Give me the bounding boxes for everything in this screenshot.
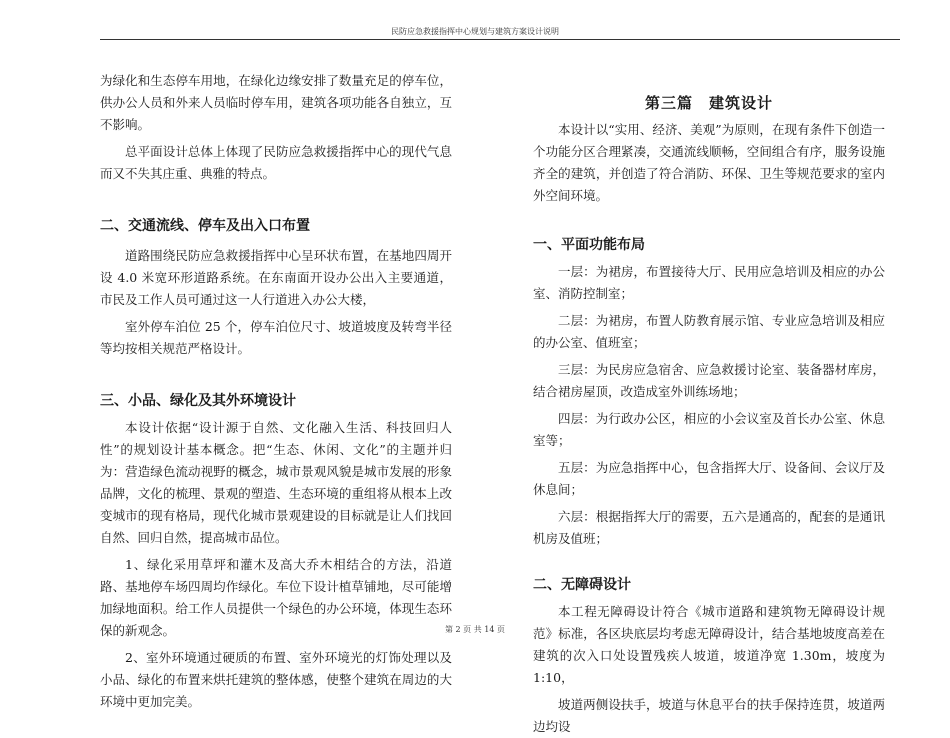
section-heading-layout: 一、平面功能布局 bbox=[533, 237, 645, 253]
left-column bbox=[100, 70, 452, 713]
right-column bbox=[533, 70, 885, 738]
floor-2-paragraph: 二层：为裙房，布置人防教育展示馆、专业应急培训及相应的办公室、值班室； bbox=[533, 313, 885, 350]
floor-6-paragraph: 六层：根据指挥大厅的需要，五六是通高的，配套的是通讯机房及值班； bbox=[533, 509, 885, 546]
section-heading-landscape: 三、小品、绿化及其外环境设计 bbox=[100, 393, 296, 409]
section-heading-traffic: 二、交通流线、停车及出入口布置 bbox=[100, 218, 310, 234]
page-number: 第 2 页 共 14 页 bbox=[445, 625, 505, 634]
left-paragraph-4: 室外停车泊位 25 个，停车泊位尺寸、坡道坡度及转弯半径等均按相关规范严格设计。 bbox=[100, 319, 452, 356]
left-paragraph-5: 本设计依据“设计源于自然、文化融入生活、科技回归人性”的规划设计基本概念。把“生态、休闲、文化”的主题并归为：营造绿色流动视野的概念，城市景观风貌是城市发展的形象品牌，文化的梳理、景观的塑造、生态环境的重组将从根本上改变城市的现有格局，现代化城市景观建设的目标就是让人们找回自然、回归自然，提高城市品位。 bbox=[100, 420, 452, 545]
left-paragraph-3: 道路围绕民防应急救援指挥中心呈环状布置，在基地四周开设 4.0 米宽环形道路系统。在东南面开设办公出入主要通道，市民及工作人员可通过这一人行道进入办公大楼， bbox=[100, 248, 452, 307]
left-paragraph-6: 1、绿化采用草坪和灌木及高大乔木相结合的方法，沿道路、基地停车场四周均作绿化。车位下设计植草铺地，尽可能增加绿地面积。给工作人员提供一个绿色的办公环境，体现生态环保的新观念。 bbox=[100, 557, 452, 638]
floor-4-paragraph: 四层：为行政办公区，相应的小会议室及首长办公室、休息室等； bbox=[533, 411, 885, 448]
section-heading-accessibility: 二、无障碍设计 bbox=[533, 577, 631, 593]
left-paragraph-2: 总平面设计总体上体现了民防应急救援指挥中心的现代气息而又不失其庄重、典雅的特点。 bbox=[100, 144, 452, 181]
floor-1-paragraph: 一层：为裙房，布置接待大厅、民用应急培训及相应的办公室、消防控制室； bbox=[533, 264, 885, 301]
floor-5-paragraph: 五层：为应急指挥中心，包含指挥大厅、设备间、会议厅及休息间； bbox=[533, 460, 885, 497]
ramp-paragraph: 坡道两侧设扶手，坡道与休息平台的扶手保持连贯，坡道两边均设 bbox=[533, 697, 885, 734]
header-title: 民防应急救援指挥中心规划与建筑方案设计说明 bbox=[391, 27, 559, 36]
left-paragraph-7: 2、室外环境通过硬质的布置、室外环境光的灯饰处理以及小品、绿化的布置来烘托建筑的整体感，使整个建筑在周边的大环境中更加完美。 bbox=[100, 650, 452, 709]
accessibility-paragraph: 本工程无障碍设计符合《城市道路和建筑物无障碍设计规范》标准，各区块底层均考虑无障碍设计，结合基地坡度高差在建筑的次入口处设置残疾人坡道，坡道净宽 1.30m，坡度为 1:10， bbox=[533, 604, 885, 685]
right-intro-paragraph: 本设计以“实用、经济、美观”为原则，在现有条件下创造一个功能分区合理紧凑，交通流线顺畅，空间组合有序，服务设施齐全的建筑，并创造了符合消防、环保、卫生等规范要求的室内外空间环境。 bbox=[533, 122, 885, 203]
floor-3-paragraph: 三层：为民房应急宿舍、应急救援讨论室、装备器材库房，结合裙房屋顶，改造成室外训练场地； bbox=[533, 362, 885, 399]
left-paragraph-1: 为绿化和生态停车用地，在绿化边缘安排了数量充足的停车位，供办公人员和外来人员临时停车用，建筑各项功能各自独立，互不影响。 bbox=[100, 73, 452, 132]
part-title: 第三篇 建筑设计 bbox=[644, 94, 773, 112]
header-rule bbox=[100, 39, 900, 40]
